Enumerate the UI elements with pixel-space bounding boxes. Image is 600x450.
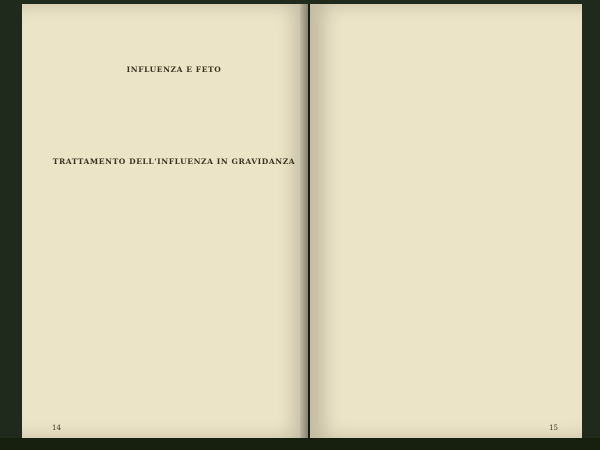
left-paragraph-6	[52, 110, 296, 119]
right-paragraph-5	[328, 74, 560, 83]
left-paragraph-5	[52, 96, 296, 105]
left-paragraph-8	[52, 138, 296, 147]
page-number-left: 14	[52, 424, 61, 432]
right-paragraph-1	[328, 18, 560, 27]
left-paragraph-3	[52, 46, 296, 55]
right-paragraph-3	[328, 46, 560, 55]
right-paragraph-6	[328, 88, 560, 97]
left-page	[22, 4, 308, 438]
book-cover-edge	[0, 438, 600, 450]
section-heading-trattamento: TRATTAMENTO DELL'INFLUENZA IN GRAVIDANZA	[52, 157, 296, 166]
left-paragraph-9	[52, 174, 296, 183]
page-number-right: 15	[549, 424, 558, 432]
right-paragraph-2	[328, 32, 560, 41]
right-paragraph-7	[328, 102, 560, 111]
right-page	[310, 4, 582, 438]
section-heading-influenza-feto: INFLUENZA E FETO	[126, 65, 222, 74]
right-paragraph-8	[328, 116, 560, 125]
right-paragraph-4	[328, 60, 560, 69]
left-paragraph-7	[52, 124, 296, 133]
left-paragraph-1	[52, 18, 296, 27]
left-paragraph-2	[52, 32, 296, 41]
left-paragraph-4	[52, 82, 296, 91]
